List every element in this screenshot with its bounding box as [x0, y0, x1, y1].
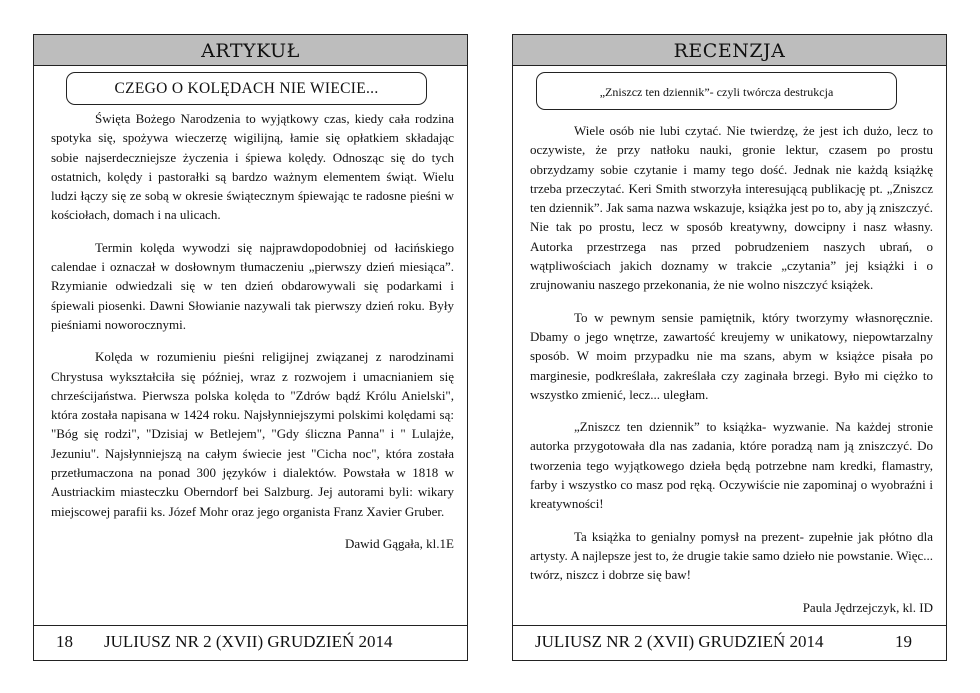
paragraph: Ta książka to genialny pomysł na prezent- zupełnie jak płótno dla artysty. A najlepsze jest to, że drugie takie samo dzieło nie powstanie. Więc... twórz, niszcz i dobrze się baw! — [530, 528, 933, 583]
author-signature: Dawid Gągała, kl.1E — [344, 535, 454, 551]
paragraph: Wiele osób nie lubi czytać. Nie twierdzę, że jest ich dużo, lecz to oczywiste, że przy natłoku nauki, gronie lektur, czasem po prostu obrzydzamy sobie czytanie i mamy tego dość. Jednak nie każdą książkę trzeba przeczytać. Keri Smith stworzyła interesującą publikację pt. „Zniszcz ten dziennik”. Jak sama nazwa wskazuje, książka jest po to, aby ją zniszczyć. Nie tak po prostu, lecz w sposób kreatywny, dowcipny i nasz własny. Autorka przestrzega nas przed pobrudzeniem naszych ubrań, o wątpliwościach jakich doznamy w trakcie „czytania” jej książki i o zrujnowaniu naszego przekonania, że nie wolno niszczyć książek. — [530, 123, 933, 293]
paragraph: To w pewnym sensie pamiętnik, który tworzymy własnoręcznie. Dbamy o jego wnętrze, zawartość kreujemy w unikatowy, niepowtarzalny sposób. W moim przypadku nie ma szans, abym w książce pisała po marginesie, podkreślała, zakreślała czy zaginała brzegi. Było mi ciężko to wszystko zmienić, lecz... uległam. — [530, 309, 933, 402]
right-page — [512, 34, 947, 661]
footer-title: JULIUSZ NR 2 (XVII) GRUDZIEŃ 2014 — [535, 632, 824, 651]
article-title: CZEGO O KOLĘDACH NIE WIECIE... — [66, 72, 427, 105]
article-title: „Zniszcz ten dziennik”- czyli twórcza destrukcja — [536, 72, 897, 110]
page-number: 18 — [56, 632, 73, 651]
paragraph: Kolęda w rozumieniu pieśni religijnej związanej z narodzinami Chrystusa wykształciła się później, wraz z rozwojem i umacnianiem się chrześcijaństwa. Pierwsza polska kolęda to "Zdrów bądź Królu Anielski", która została napisana w 1424 roku. Najsłynniejszymi polskimi kolędami są: "Bóg się rodzi", "Dzisiaj w Betlejem", "Gdy śliczna Panna" i " Lulajże, Jezuniu". Najsłynniejszą na całym świecie jest "Cicha noc", która została przetłumaczona na ponad 300 języków i dialektów. Powstała w 1818 w Austriackim miasteczku Oberndorf bei Salzburg. Jej autorami byli: wikary miejscowej parafii ks. Józef Mohr oraz jego organista Franz Xavier Gruber. — [51, 349, 454, 519]
section-header: RECENZJA — [513, 35, 946, 66]
section-header: ARTYKUŁ — [34, 35, 467, 66]
paragraph: „Zniszcz ten dziennik” to książka- wyzwanie. Na każdej stronie autorka przygotowała dla nas zadania, które poradzą nam ją zniszczyć. Do tworzenia tego wyjątkowego dzieła będą potrzebne nam kredki, flamastry, farby i wszystko co masz pod ręką. Oczywiście nie zapominaj o wyobraźni i kreatywności! — [530, 419, 933, 512]
author-signature: Paula Jędrzejczyk, kl. ID — [802, 599, 933, 615]
footer-title: JULIUSZ NR 2 (XVII) GRUDZIEŃ 2014 — [104, 632, 393, 651]
page-number: 19 — [895, 632, 912, 651]
article-body — [530, 121, 933, 617]
paragraph: Termin kolęda wywodzi się najprawdopodobniej od łacińskiego calendae i oznaczał w dosłownym tłumaczeniu „pierwszy dzień miesiąca”. Rzymianie odwiedzali się w ten dzień obdarowywali się podarkami i śpiewali piosenki. Dawni Słowianie nazywali tak pierwszy dzień roku. Były pieśniami noworocznymi. — [51, 239, 454, 332]
footer-divider — [513, 625, 946, 626]
footer-divider — [34, 625, 467, 626]
article-body — [51, 109, 454, 553]
left-page — [33, 34, 468, 661]
paragraph: Święta Bożego Narodzenia to wyjątkowy czas, kiedy cała rodzina spotyka się, spożywa wieczerzę wigilijną, łamie się opłatkiem składając sobie najserdeczniejsze życzenia i śpiewa kolędy. Odnosząc się do tych ostatnich, kolędy i pastorałki są bardzo ważnym elementem świąt. Wielu ludzi łączy się ze sobą w okresie świątecznym śpiewając te radosne pieśni w kościołach, domach i na ulicach. — [51, 111, 454, 223]
